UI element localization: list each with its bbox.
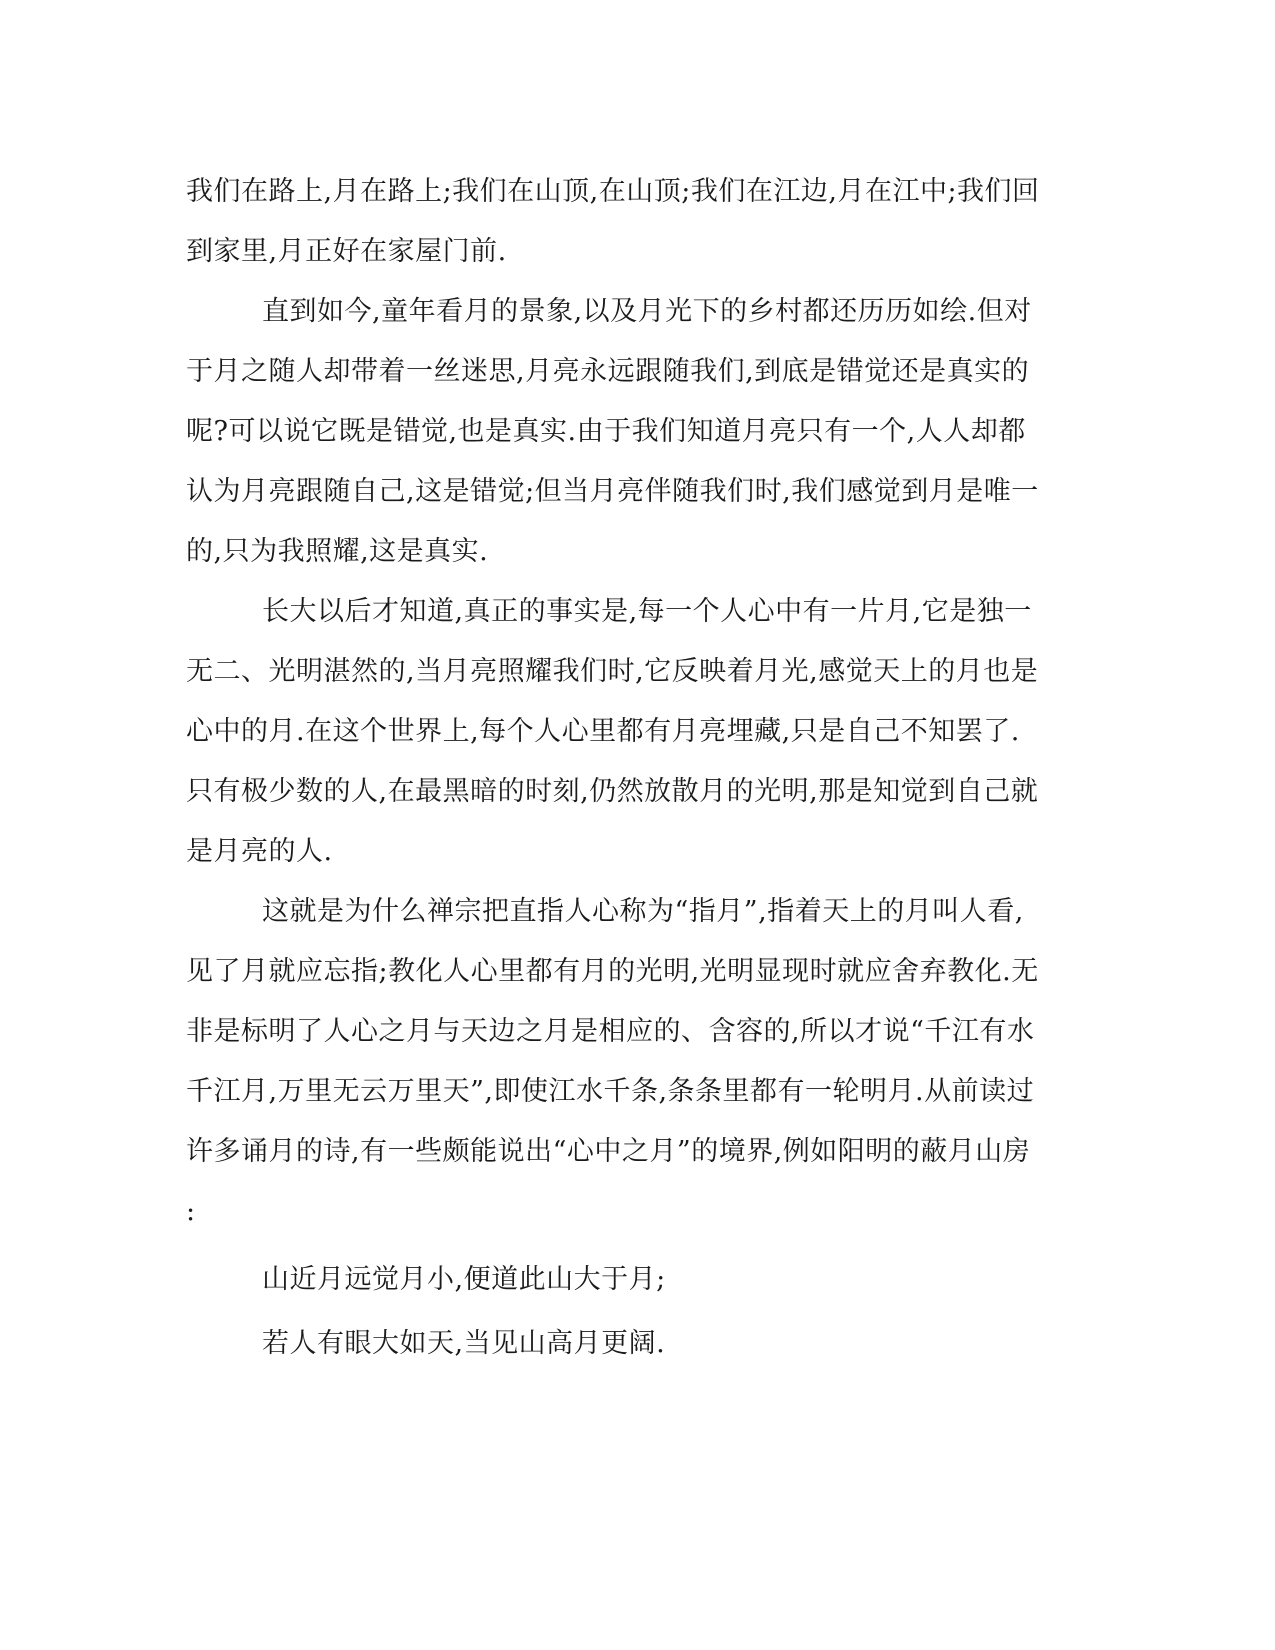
- paragraph-2: [186, 282, 1086, 582]
- text-line: :: [186, 1196, 196, 1227]
- text-line: 是月亮的人.: [186, 836, 333, 867]
- text-line: 直到如今,童年看月的景象,以及月光下的乡村都还历历如绘.但对: [262, 296, 1032, 327]
- paragraph-4: [186, 882, 1086, 1242]
- text-line: 无二、光明湛然的,当月亮照耀我们时,它反映着月光,感觉天上的月也是: [186, 656, 1039, 687]
- text-line: 到家里,月正好在家屋门前.: [186, 236, 507, 267]
- text-line: 只有极少数的人,在最黑暗的时刻,仍然放散月的光明,那是知觉到自己就: [186, 776, 1039, 807]
- text-line: 非是标明了人心之月与天边之月是相应的、含容的,所以才说“千江有水: [186, 1016, 1035, 1047]
- text-line: 许多诵月的诗,有一些颇能说出“心中之月”的境界,例如阳明的蔽月山房: [186, 1136, 1031, 1167]
- poem-line: 若人有眼大如天,当见山高月更阔.: [262, 1328, 666, 1359]
- poem: [186, 1248, 1086, 1376]
- document-page: [186, 162, 1086, 1376]
- text-line: 认为月亮跟随自己,这是错觉;但当月亮伴随我们时,我们感觉到月是唯一: [186, 476, 1039, 507]
- poem-line: 山近月远觉月小,便道此山大于月;: [262, 1264, 666, 1295]
- text-line: 长大以后才知道,真正的事实是,每一个人心中有一片月,它是独一: [262, 596, 1032, 627]
- paragraph-3: [186, 582, 1086, 882]
- text-line: 呢?可以说它既是错觉,也是真实.由于我们知道月亮只有一个,人人却都: [186, 416, 1026, 447]
- text-line: 这就是为什么禅宗把直指人心称为“指月”,指着天上的月叫人看,: [262, 896, 1024, 927]
- paragraph-1: [186, 162, 1086, 282]
- text-line: 于月之随人却带着一丝迷思,月亮永远跟随我们,到底是错觉还是真实的: [186, 356, 1030, 387]
- text-line: 见了月就应忘指;教化人心里都有月的光明,光明显现时就应舍弃教化.无: [186, 956, 1039, 987]
- text-line: 千江月,万里无云万里天”,即使江水千条,条条里都有一轮明月.从前读过: [186, 1076, 1035, 1107]
- text-line: 我们在路上,月在路上;我们在山顶,在山顶;我们在江边,月在江中;我们回: [186, 176, 1040, 207]
- text-line: 的,只为我照耀,这是真实.: [186, 536, 489, 567]
- text-line: 心中的月.在这个世界上,每个人心里都有月亮埋藏,只是自己不知罢了.: [186, 716, 1020, 747]
